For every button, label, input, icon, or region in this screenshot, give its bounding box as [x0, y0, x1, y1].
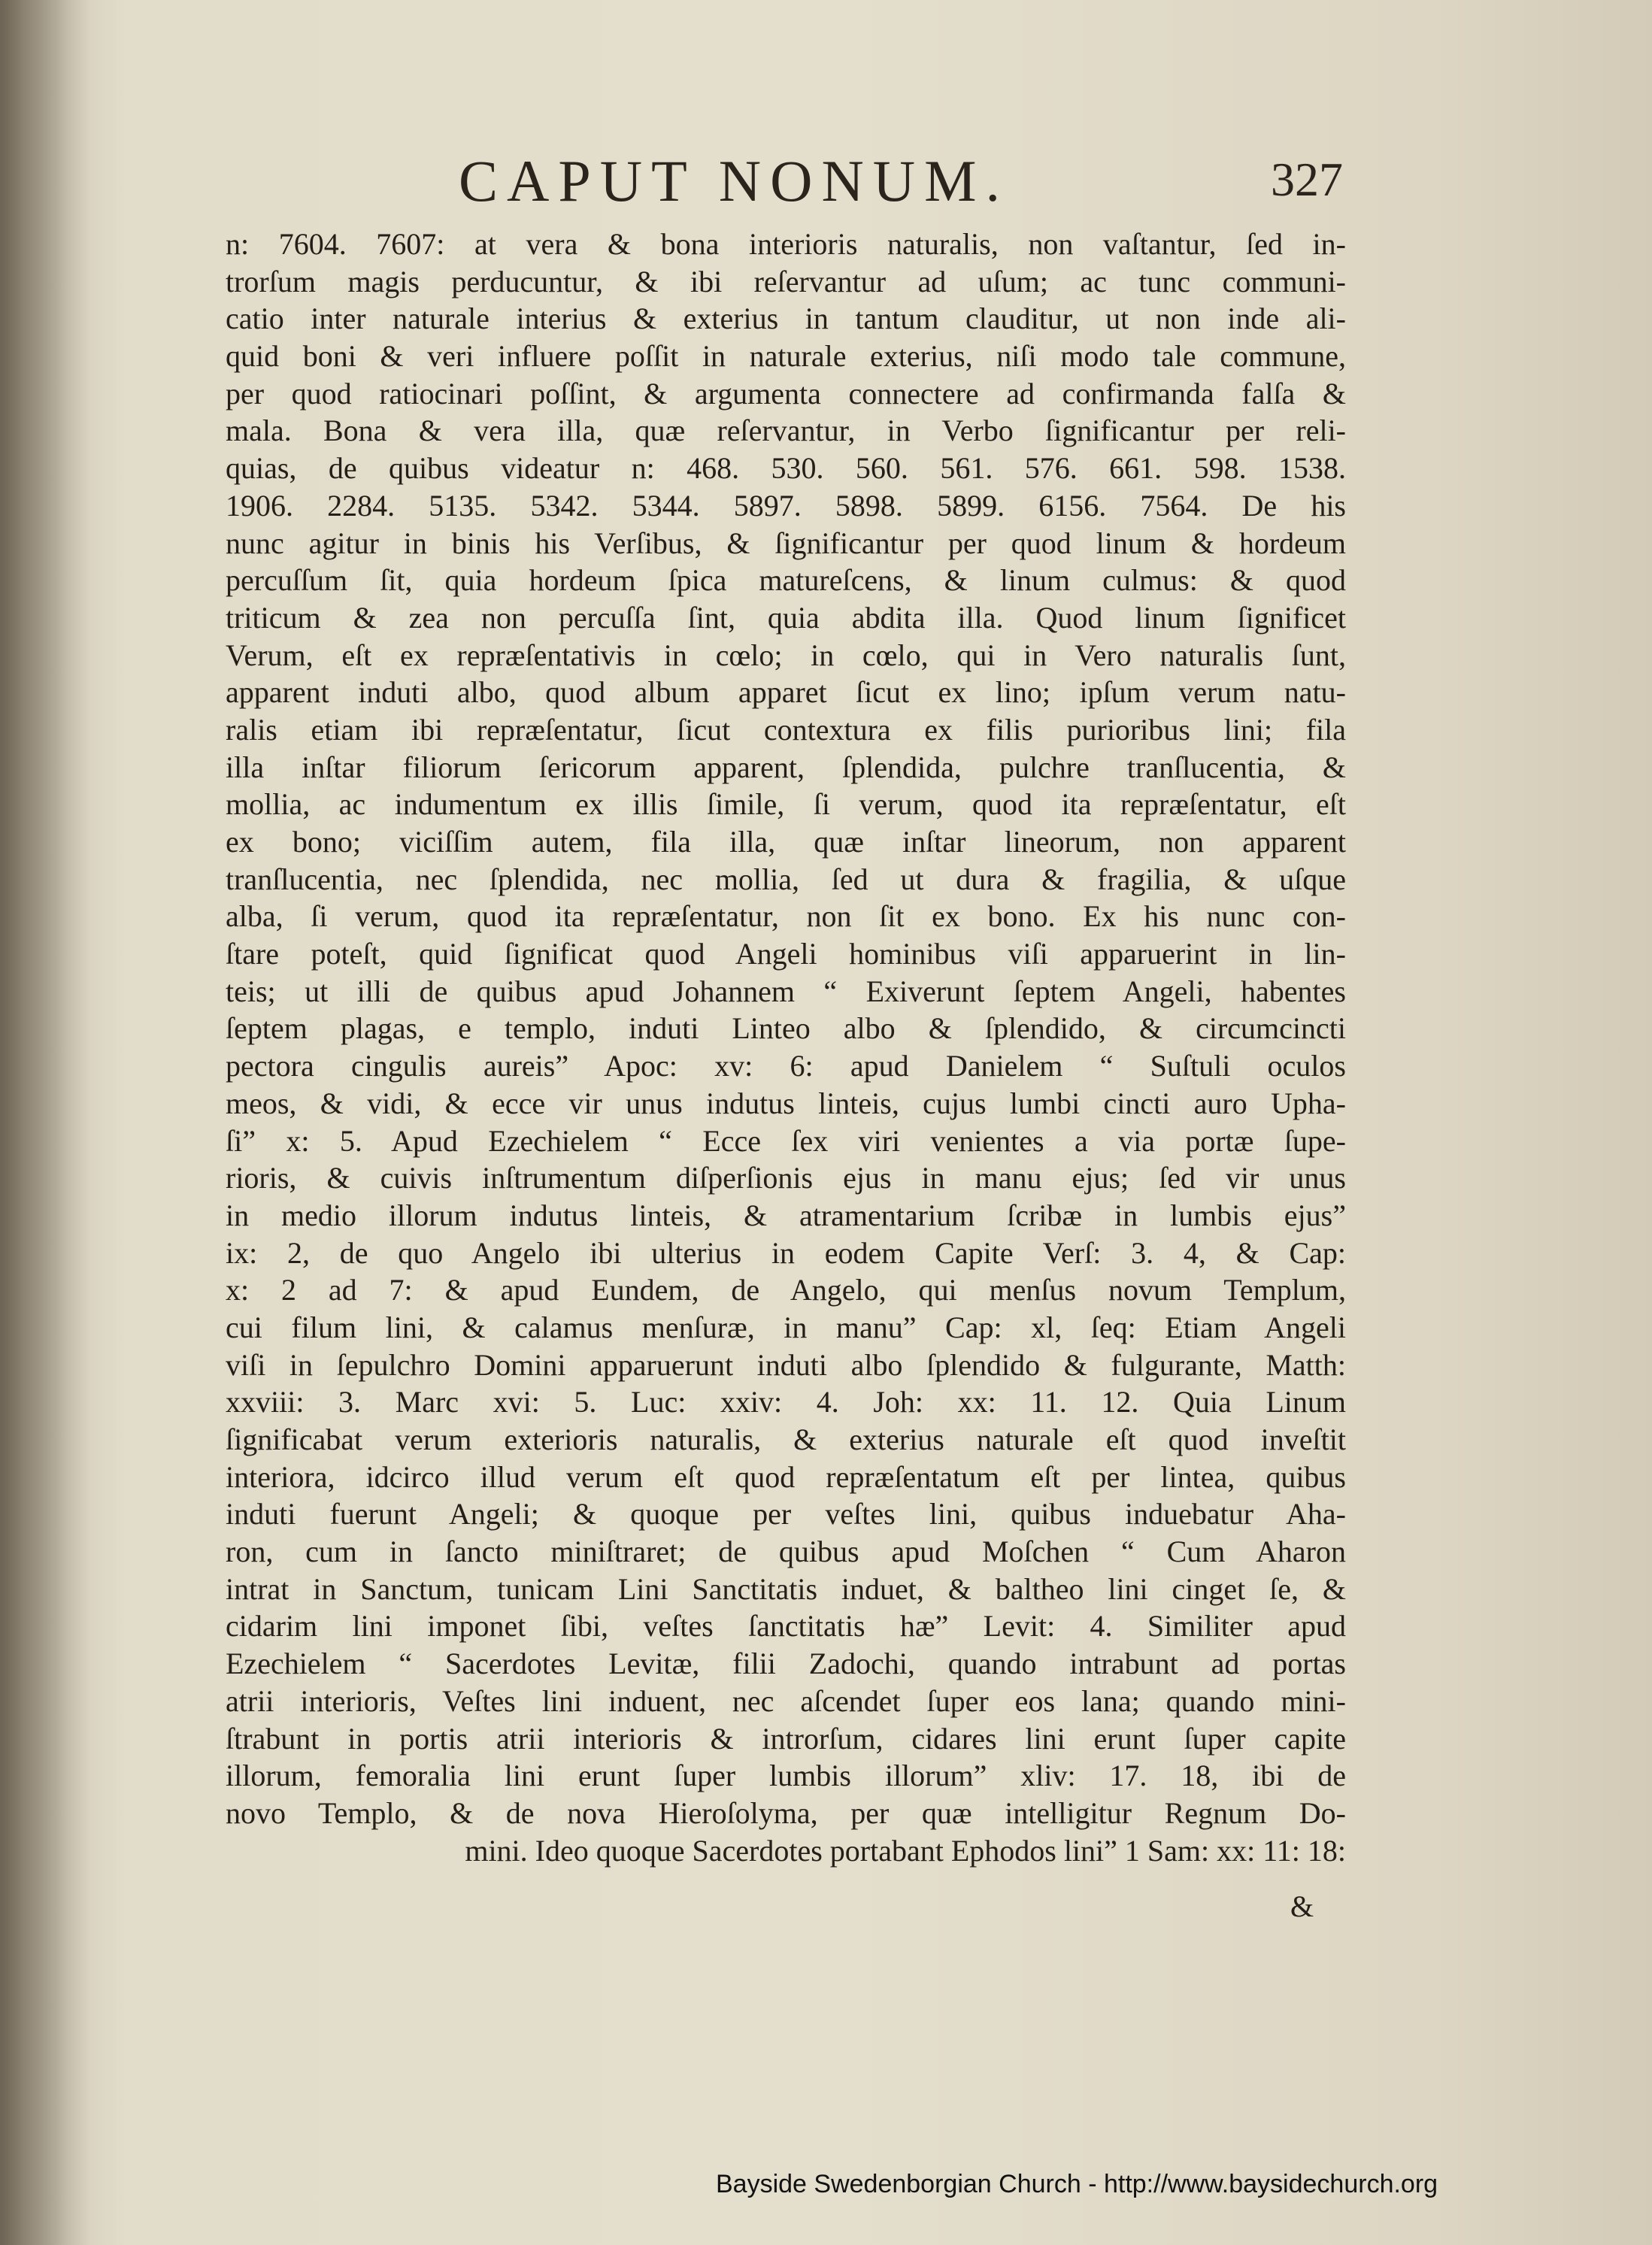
text-line: ron, cum in ſancto miniſtraret; de quibus apud Moſchen “ Cum Aharon: [226, 1535, 1346, 1569]
text-line: triticum & zea non percuſſa ſint, quia abdita illa. Quod linum ſignificet: [226, 600, 1346, 635]
text-line: x: 2 ad 7: & apud Eundem, de Angelo, qui menſus novum Templum,: [226, 1273, 1346, 1307]
text-line: ex bono; viciſſim autem, fila illa, quæ inſtar lineorum, non apparent: [226, 825, 1346, 859]
gutter-shadow: [0, 0, 90, 2245]
text-line: mollia, ac indumentum ex illis ſimile, ſi verum, quod ita repræſentatur, eſt: [226, 787, 1346, 822]
body-text: [226, 226, 1346, 1940]
text-line: cui filum lini, & calamus menſuræ, in manu” Cap: xl, ſeq: Etiam Angeli: [226, 1310, 1346, 1344]
text-line: alba, ſi verum, quod ita repræſentatur, non ſit ex bono. Ex his nunc con-: [226, 899, 1346, 934]
text-line: ralis etiam ibi repræſentatur, ſicut contextura ex filis purioribus lini; fila: [226, 712, 1346, 747]
text-line: mala. Bona & vera illa, quæ reſervantur, in Verbo ſignificantur per reli-: [226, 414, 1346, 448]
text-line: Ezechielem “ Sacerdotes Levitæ, filii Zadochi, quando intrabunt ad portas: [226, 1647, 1346, 1681]
text-line: ſignificabat verum exterioris naturalis, & exterius naturale eſt quod inveſtit: [226, 1422, 1346, 1456]
text-line: teis; ut illi de quibus apud Johannem “ Exiverunt ſeptem Angeli, habentes: [226, 974, 1346, 1008]
text-line: atrii interioris, Veſtes lini induent, nec aſcendet ſuper eos lana; quando mini-: [226, 1683, 1346, 1718]
text-line: intrat in Sanctum, tunicam Lini Sanctitatis induet, & baltheo lini cinget ſe, &: [226, 1571, 1346, 1606]
text-line: ſeptem plagas, e templo, induti Linteo albo & ſplendido, & circumcincti: [226, 1011, 1346, 1046]
text-line: apparent induti albo, quod album apparet ſicut ex lino; ipſum verum natu-: [226, 675, 1346, 710]
text-line: viſi in ſepulchro Domini apparuerunt induti albo ſplendido & fulgurante, Matth:: [226, 1347, 1346, 1382]
text-line: ſtare poteſt, quid ſignificat quod Angeli hominibus viſi apparuerint in lin-: [226, 937, 1346, 971]
text-line: in medio illorum indutus linteis, & atramentarium ſcribæ in lumbis ejus”: [226, 1198, 1346, 1232]
page-number: 327: [1271, 153, 1343, 206]
text-line: percuſſum ſit, quia hordeum ſpica matureſcens, & linum culmus: & quod: [226, 563, 1346, 598]
page-header: [0, 147, 1652, 223]
text-line: 1906. 2284. 5135. 5342. 5344. 5897. 5898. 5899. 6156. 7564. De his: [226, 488, 1346, 523]
text-line: interiora, idcirco illud verum eſt quod repræſentatum eſt per lintea, quibus: [226, 1459, 1346, 1494]
text-line: n: 7604. 7607: at vera & bona interioris naturalis, non vaſtantur, ſed in-: [226, 227, 1346, 261]
text-line: illorum, femoralia lini erunt ſuper lumbis illorum” xliv: 17. 18, ibi de: [226, 1759, 1346, 1793]
text-line: trorſum magis perducuntur, & ibi reſervantur ad uſum; ac tunc communi-: [226, 264, 1346, 298]
text-line: ſtrabunt in portis atrii interioris & introrſum, cidares lini erunt ſuper capite: [226, 1721, 1346, 1756]
text-line: tranſlucentia, nec ſplendida, nec mollia, ſed ut dura & fragilia, & uſque: [226, 862, 1346, 896]
text-line: quias, de quibus videatur n: 468. 530. 560. 561. 576. 661. 598. 1538.: [226, 451, 1346, 486]
text-line: per quod ratiocinari poſſint, & argumenta connectere ad confirmanda falſa &: [226, 376, 1346, 411]
text-line: catio inter naturale interius & exterius in tantum clauditur, ut non inde ali-: [226, 301, 1346, 336]
text-line: Verum, eſt ex repræſentativis in cœlo; in cœlo, qui in Vero naturalis ſunt,: [226, 638, 1346, 672]
text-line: quid boni & veri influere poſſit in naturale exterius, niſi modo tale commune,: [226, 339, 1346, 374]
text-line: pectora cingulis aureis” Apoc: xv: 6: apud Danielem “ Suſtuli oculos: [226, 1049, 1346, 1083]
text-line: meos, & vidi, & ecce vir unus indutus linteis, cujus lumbi cincti auro Upha-: [226, 1086, 1346, 1120]
text-line: novo Templo, & de nova Hieroſolyma, per quæ intelligitur Regnum Do-: [226, 1795, 1346, 1830]
text-line: nunc agitur in binis his Verſibus, & ſignificantur per quod linum & hordeum: [226, 526, 1346, 560]
text-line: cidarim lini imponet ſibi, veſtes ſanctitatis hæ” Levit: 4. Similiter apud: [226, 1609, 1346, 1644]
text-line: ix: 2, de quo Angelo ibi ulterius in eodem Capite Verſ: 3. 4, & Cap:: [226, 1235, 1346, 1270]
watermark-credit: Bayside Swedenborgian Church - http://www.baysidechurch.org: [716, 2170, 1438, 2198]
text-line: rioris, & cuivis inſtrumentum diſperſionis ejus in manu ejus; ſed vir unus: [226, 1161, 1346, 1195]
running-title: CAPUT NONUM.: [459, 148, 1009, 214]
text-line: induti fuerunt Angeli; & quoque per veſtes lini, quibus induebatur Aha-: [226, 1497, 1346, 1532]
text-line: ſi” x: 5. Apud Ezechielem “ Ecce ſex viri venientes a via portæ ſupe-: [226, 1123, 1346, 1158]
text-line: illa inſtar filiorum ſericorum apparent, ſplendida, pulchre tranſlucentia, &: [226, 750, 1346, 784]
text-line: mini. Ideo quoque Sacerdotes portabant Ephodos lini” 1 Sam: xx: 11: 18:: [465, 1833, 1346, 1868]
catchword: &: [1290, 1889, 1314, 1923]
text-line: xxviii: 3. Marc xvi: 5. Luc: xxiv: 4. Joh: xx: 11. 12. Quia Linum: [226, 1385, 1346, 1419]
